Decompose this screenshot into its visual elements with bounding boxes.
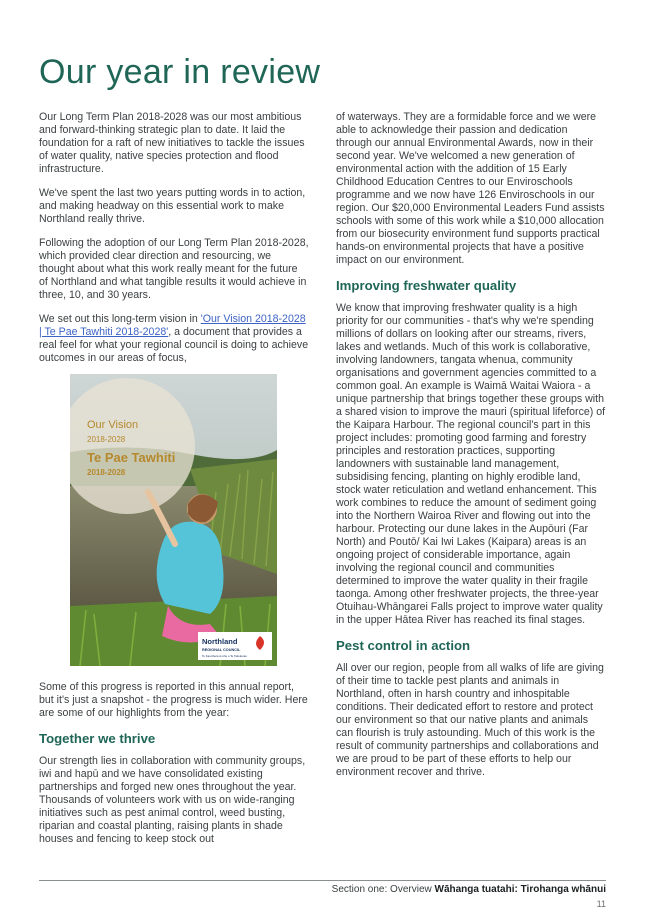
our-vision-cover-image <box>70 374 277 666</box>
page-number: 11 <box>596 899 606 909</box>
collaboration-paragraph: Our strength lies in collaboration with community groups, iwi and hapū and we have consolidated existing partnerships and forged new ones throughout the year. Thousands of volunteers work with us on wide-ranging initiatives such as pest animal control, weed busting, riparian and coastal planting, raising plants in shade houses and fencing to keep stock out <box>39 755 306 845</box>
left-column <box>39 111 309 857</box>
heading-pest-control-in-action: Pest control in action <box>336 638 471 653</box>
freshwater-paragraph: We know that improving freshwater quality is a high priority for our communities - that's why we're spending millions of dollars on looking after our streams, rivers, lakes and wetlands. Much of this work is collaborative, involving landowners, tangata whenua, community organisations and government agencies committed to a common goal. An example is Waimā Waitai Waiora - a unique partnership that brings together these groups with a shared vision to improve the mauri (spiritual lifeforce) of the Kaipara Harbour. The regional council's part in this project includes: promoting good farming and forestry principles and restoration practices, supporting landowners with sustainable land management, subsidising fencing, planting on highly erodible land, stock water reticulation and wetland enhancement. This work combines to reduce the amount of sediment going into the Northern Wairoa River and flowing out into the harbour. Protecting our dune lakes in the Aupōuri (Far North) and Poutō/ Kai Iwi Lakes (Kaipara) areas is an ongoing project of considerable importance, again involving the regional council and communities determined to improve the water quality in their fragile taonga. Among other freshwater projects, the three-year Otuihau-Whāngarei Falls project to improve water quality in the upper Hātea River has reached its final stages. <box>336 302 606 626</box>
vision-text-pre: We set out this long-term vision in <box>39 313 201 325</box>
pest-control-paragraph: All over our region, people from all walks of life are giving of their time to tackle pest plants and animals in Northland, often in harsh country and inhospitable conditions. Their dedicated effort to restore and protect our environment so that our native plants and animals can flourish is truly astounding. Much of this work is the result of community partnerships and collaborations and we are proud to be part of these efforts to help our environment recover and thrive. <box>336 662 604 778</box>
right-column <box>336 111 606 790</box>
heading-improving-freshwater-quality: Improving freshwater quality <box>336 278 517 293</box>
council-logo-name: Northland <box>202 637 238 646</box>
cover-title-line1: Our Vision <box>87 419 139 431</box>
waterways-paragraph: of waterways. They are a formidable force and we were able to acknowledge their passion and dedication through our annual Environmental Awards, now in their second year. We've welcomed a new generation of environmental action with the addition of 15 Early Childhood Education Centres to our Enviroschools programme and we now have 126 Enviroschools in our region. Our $20,000 Environmental Leaders Fund assists schools with some of this work while a $10,000 allocation from our biosecurity environment fund supports practical hands-on environmental projects that have a positive impact on our environment. <box>336 111 605 266</box>
highlights-paragraph: Some of this progress is reported in this annual report, but it's just a snapshot - the progress is much wider. Here are some of our highlights from the year: <box>39 681 308 719</box>
vision-paragraph <box>39 313 309 365</box>
footer-section-maori: Wāhanga tuatahi: Tirohanga whānui <box>434 884 606 895</box>
cover-title-line2: 2018-2028 <box>87 435 126 444</box>
cover-title-line4: 2018-2028 <box>87 468 126 477</box>
vision-document-link[interactable]: 'Our Vision 2018-2028 | Te Pae Tawhiti 2018-2028' <box>39 313 306 338</box>
footer-divider <box>39 880 606 881</box>
cover-title-line3: Te Pae Tawhiti <box>87 450 176 465</box>
council-logo-subtitle: REGIONAL COUNCIL <box>202 648 241 652</box>
council-logo-tagline: Te Kaunihera ā rohe o Te Taitokerau <box>202 654 247 658</box>
child-shirt <box>157 522 224 614</box>
progress-paragraph: We've spent the last two years putting words in to action, and making headway on this essential work to make Northland really thrive. <box>39 187 306 225</box>
vision-text-post: , a document that provides a real feel for what your regional council is doing to achieve outcomes in our areas of focus, <box>39 326 309 364</box>
page-title: Our year in review <box>39 53 321 91</box>
footer-section-label <box>332 884 606 895</box>
ltp-paragraph: Following the adoption of our Long Term Plan 2018-2028, which provided clear direction and resourcing, we thought about what this work really meant for the future of Northland and what tangible results it would achieve in three, 10, and 30 years. <box>39 237 309 301</box>
heading-together-we-thrive: Together we thrive <box>39 731 156 746</box>
footer-section: Section one: Overview <box>331 884 435 895</box>
intro-paragraph: Our Long Term Plan 2018-2028 was our most ambitious and forward-thinking strategic plan to date. It laid the foundation for a raft of new initiatives to tackle the issues of water quality, native species protection and flood infrastructure. <box>39 111 305 175</box>
